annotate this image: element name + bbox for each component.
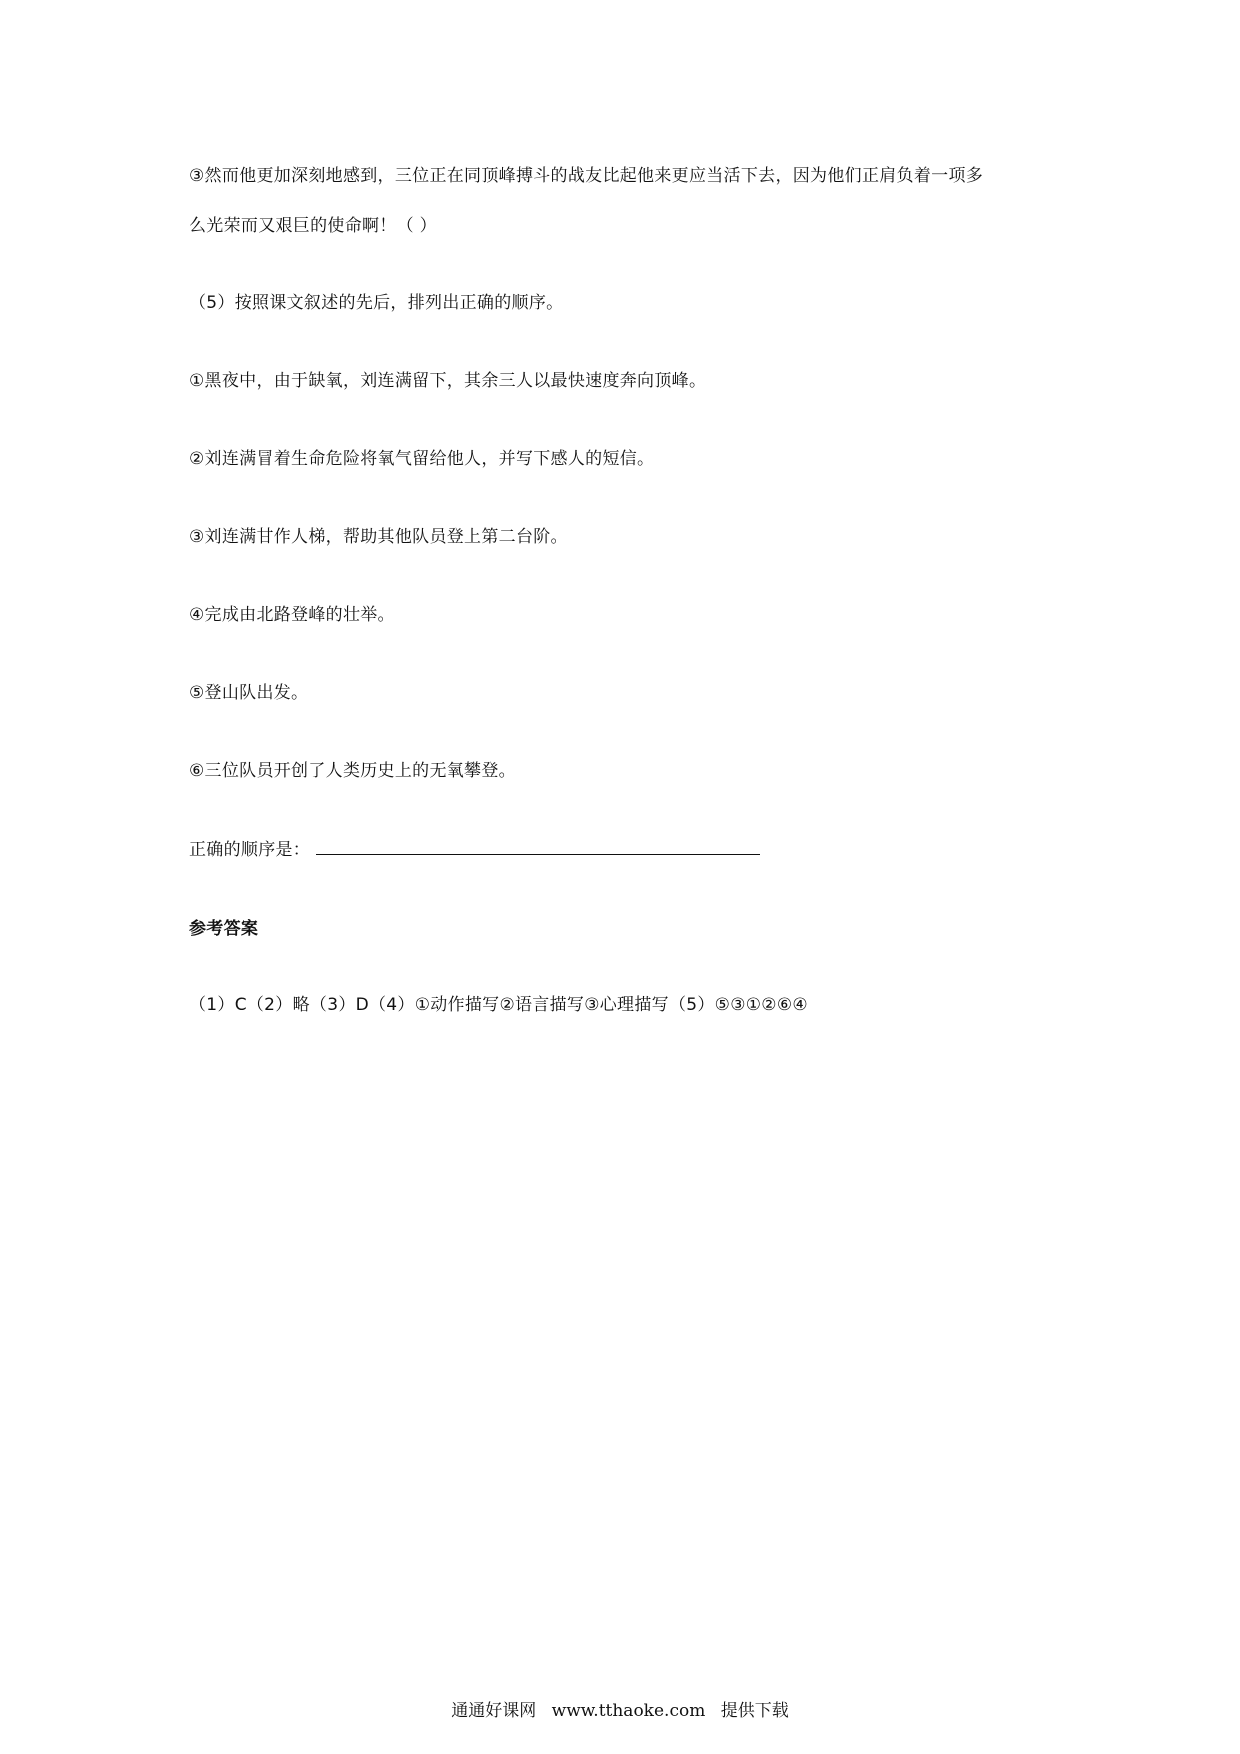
answer-blank-line <box>316 838 760 855</box>
sequence-item-3: ③刘连满甘作人梯，帮助其他队员登上第二台阶。 <box>189 527 568 547</box>
question-line-option-3-part-1: ③然而他更加深刻地感到，三位正在同顶峰搏斗的战友比起他来更应当活下去，因为他们正肩负着一项多 <box>189 166 984 186</box>
footer-site-name: 通通好课网 <box>451 1701 537 1721</box>
question-line-option-3-part-2: 么光荣而又艰巨的使命啊！（ ） <box>189 216 437 236</box>
sequence-item-1: ①黑夜中，由于缺氧，刘连满留下，其余三人以最快速度奔向顶峰。 <box>189 371 707 391</box>
order-prompt-label: 正确的顺序是： <box>189 840 311 860</box>
answer-text: （1）C（2）略（3）D（4）①动作描写②语言描写③心理描写（5）⑤③①②⑥④ <box>189 995 808 1015</box>
sequence-item-2: ②刘连满冒着生命危险将氧气留给他人，并写下感人的短信。 <box>189 449 655 469</box>
order-answer-row <box>189 838 760 861</box>
sequence-item-4: ④完成由北路登峰的壮举。 <box>189 605 395 625</box>
sequence-item-5: ⑤登山队出发。 <box>189 683 309 703</box>
answer-heading: 参考答案 <box>189 919 259 939</box>
footer-url: www.tthaoke.com <box>551 1701 706 1721</box>
footer-provider: 提供下载 <box>720 1701 789 1721</box>
question-5-prompt: （5）按照课文叙述的先后，排列出正确的顺序。 <box>189 293 564 313</box>
sequence-item-6: ⑥三位队员开创了人类历史上的无氧攀登。 <box>189 761 516 781</box>
page-footer <box>0 1700 1240 1722</box>
